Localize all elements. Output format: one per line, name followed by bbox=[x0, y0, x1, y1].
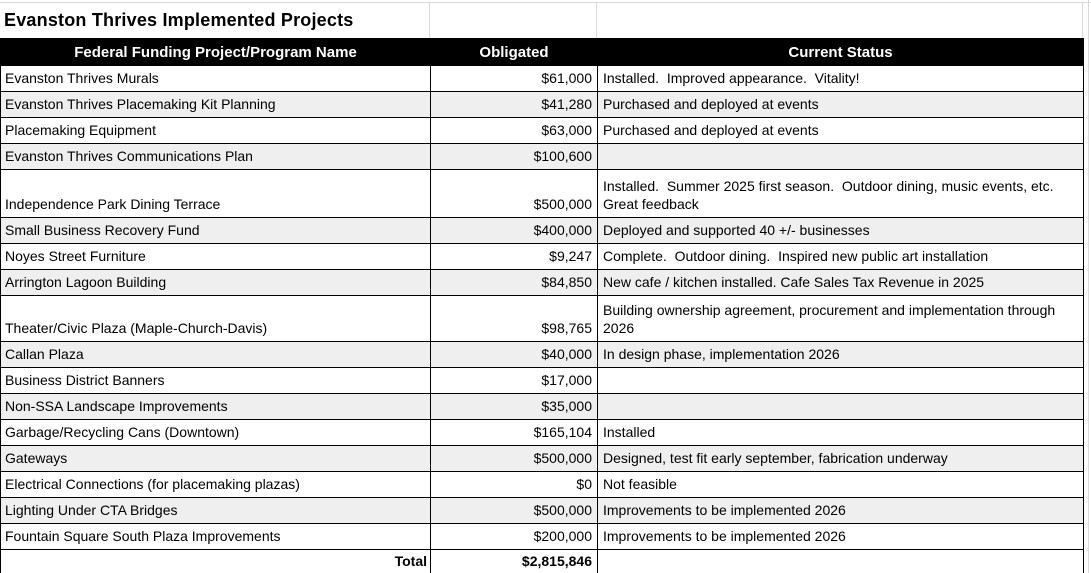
column-header-project-name[interactable]: Federal Funding Project/Program Name bbox=[1, 39, 431, 66]
project-name-cell[interactable]: Noyes Street Furniture bbox=[1, 244, 431, 270]
project-name-cell[interactable]: Small Business Recovery Fund bbox=[1, 218, 431, 244]
status-cell[interactable]: Deployed and supported 40 +/- businesses bbox=[598, 218, 1084, 244]
project-name-cell[interactable]: Non-SSA Landscape Improvements bbox=[1, 394, 431, 420]
table-row bbox=[1, 118, 1084, 144]
total-value-cell[interactable]: $2,815,846 bbox=[431, 550, 598, 573]
header-row bbox=[1, 39, 1084, 66]
project-name-cell[interactable]: Garbage/Recycling Cans (Downtown) bbox=[1, 420, 431, 446]
table-row bbox=[1, 368, 1084, 394]
empty-cell[interactable] bbox=[430, 3, 597, 38]
status-cell[interactable]: Designed, test fit early september, fabrication underway bbox=[598, 446, 1084, 472]
obligated-cell[interactable]: $40,000 bbox=[431, 342, 598, 368]
project-name-cell[interactable]: Placemaking Equipment bbox=[1, 118, 431, 144]
table-row bbox=[1, 524, 1084, 550]
project-name-cell[interactable]: Lighting Under CTA Bridges bbox=[1, 498, 431, 524]
obligated-cell[interactable]: $35,000 bbox=[431, 394, 598, 420]
obligated-cell[interactable]: $41,280 bbox=[431, 92, 598, 118]
table-row bbox=[1, 394, 1084, 420]
status-cell[interactable]: In design phase, implementation 2026 bbox=[598, 342, 1084, 368]
obligated-cell[interactable]: $165,104 bbox=[431, 420, 598, 446]
project-name-cell[interactable]: Business District Banners bbox=[1, 368, 431, 394]
project-name-cell[interactable]: Evanston Thrives Communications Plan bbox=[1, 144, 431, 170]
table-row bbox=[1, 342, 1084, 368]
status-cell[interactable]: Improvements to be implemented 2026 bbox=[598, 524, 1084, 550]
obligated-cell[interactable]: $100,600 bbox=[431, 144, 598, 170]
table-row bbox=[1, 472, 1084, 498]
obligated-cell[interactable]: $98,765 bbox=[431, 296, 598, 342]
table-row bbox=[1, 244, 1084, 270]
empty-cell[interactable] bbox=[597, 3, 1083, 38]
obligated-cell[interactable]: $400,000 bbox=[431, 218, 598, 244]
table-row bbox=[1, 420, 1084, 446]
project-name-cell[interactable]: Callan Plaza bbox=[1, 342, 431, 368]
status-cell[interactable]: Building ownership agreement, procurement and implementation through 2026 bbox=[598, 296, 1084, 342]
project-name-cell[interactable]: Theater/Civic Plaza (Maple-Church-Davis) bbox=[1, 296, 431, 342]
obligated-cell[interactable]: $17,000 bbox=[431, 368, 598, 394]
obligated-cell[interactable]: $84,850 bbox=[431, 270, 598, 296]
status-cell[interactable]: Improvements to be implemented 2026 bbox=[598, 498, 1084, 524]
total-status-cell[interactable] bbox=[598, 550, 1084, 573]
status-cell[interactable] bbox=[598, 394, 1084, 420]
title-row bbox=[0, 3, 1083, 38]
obligated-cell[interactable]: $0 bbox=[431, 472, 598, 498]
obligated-cell[interactable]: $9,247 bbox=[431, 244, 598, 270]
total-label-cell[interactable]: Total bbox=[1, 550, 431, 573]
column-header-obligated[interactable]: Obligated bbox=[431, 39, 598, 66]
table-row bbox=[1, 170, 1084, 218]
status-cell[interactable]: Not feasible bbox=[598, 472, 1084, 498]
obligated-cell[interactable]: $500,000 bbox=[431, 498, 598, 524]
table-row bbox=[1, 92, 1084, 118]
table-row bbox=[1, 446, 1084, 472]
table-row bbox=[1, 498, 1084, 524]
sheet-title[interactable]: Evanston Thrives Implemented Projects bbox=[0, 3, 430, 38]
obligated-cell[interactable]: $500,000 bbox=[431, 170, 598, 218]
project-name-cell[interactable]: Gateways bbox=[1, 446, 431, 472]
obligated-cell[interactable]: $500,000 bbox=[431, 446, 598, 472]
table-row bbox=[1, 144, 1084, 170]
status-cell[interactable]: Installed bbox=[598, 420, 1084, 446]
obligated-cell[interactable]: $61,000 bbox=[431, 66, 598, 92]
projects-table bbox=[0, 38, 1084, 573]
table-row bbox=[1, 296, 1084, 342]
obligated-cell[interactable]: $63,000 bbox=[431, 118, 598, 144]
table-row bbox=[1, 218, 1084, 244]
status-cell[interactable]: Purchased and deployed at events bbox=[598, 92, 1084, 118]
table-row bbox=[1, 270, 1084, 296]
project-name-cell[interactable]: Independence Park Dining Terrace bbox=[1, 170, 431, 218]
table-row bbox=[1, 66, 1084, 92]
project-name-cell[interactable]: Arrington Lagoon Building bbox=[1, 270, 431, 296]
column-header-current-status[interactable]: Current Status bbox=[598, 39, 1084, 66]
status-cell[interactable] bbox=[598, 144, 1084, 170]
project-name-cell[interactable]: Electrical Connections (for placemaking plazas) bbox=[1, 472, 431, 498]
project-name-cell[interactable]: Evanston Thrives Murals bbox=[1, 66, 431, 92]
status-cell[interactable]: Complete. Outdoor dining. Inspired new public art installation bbox=[598, 244, 1084, 270]
status-cell[interactable]: Installed. Improved appearance. Vitality! bbox=[598, 66, 1084, 92]
total-row bbox=[1, 550, 1084, 573]
status-cell[interactable]: Installed. Summer 2025 first season. Outdoor dining, music events, etc. Great feedback bbox=[598, 170, 1084, 218]
project-name-cell[interactable]: Evanston Thrives Placemaking Kit Planning bbox=[1, 92, 431, 118]
status-cell[interactable]: Purchased and deployed at events bbox=[598, 118, 1084, 144]
project-name-cell[interactable]: Fountain Square South Plaza Improvements bbox=[1, 524, 431, 550]
gridline bbox=[1088, 0, 1089, 573]
status-cell[interactable]: New cafe / kitchen installed. Cafe Sales Tax Revenue in 2025 bbox=[598, 270, 1084, 296]
status-cell[interactable] bbox=[598, 368, 1084, 394]
obligated-cell[interactable]: $200,000 bbox=[431, 524, 598, 550]
